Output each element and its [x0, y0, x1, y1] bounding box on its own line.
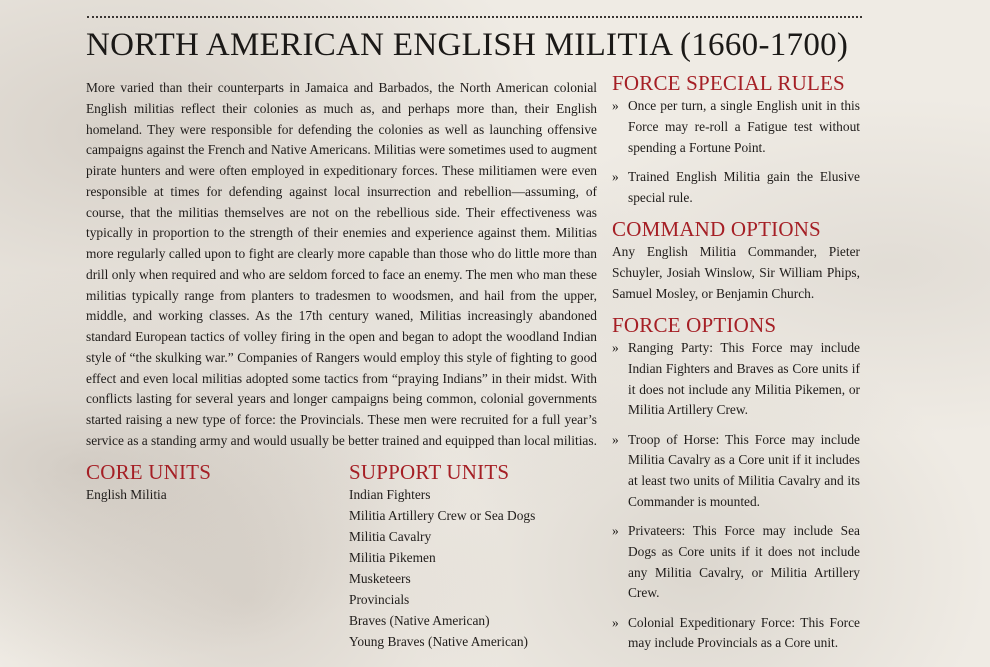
- list-item: [612, 167, 860, 209]
- dotted-divider: [87, 16, 862, 18]
- rule-text: Once per turn, a single English unit in this Force may re-roll a Fatigue test without spending a Fortune Point.: [628, 98, 860, 155]
- intro-paragraph: More varied than their counterparts in Jamaica and Barbados, the North American colonial English militias reflect their colonies as much as, and perhaps more than, their English homeland. They were responsible for defending the colonies as well as launching offensive campaigns against the French and Native Americans. Militias were sometimes used to augment pirate hunters and were often employed in expeditionary forces. These militiamen were even responsible at times for defending against local insurrection and rebellion—assuming, of course, that the militias themselves are not on the rebellious side. Their effectiveness was typically in proportion to the strength of their enemies and experience against them. Militias more regularly called upon to fight are clearly more capable than those who do little more than drill only when required and who are seldom forced to face an enemy. The men who man these militias typically range from planters to tradesmen to woodsmen, and hail from the upper, middle, and working classes. As the 17th century waned, Militias increasingly abandoned standard European tactics of volley firing in the open and began to adopt the woodland Indian style of “the skulking war.” Companies of Rangers would employ this style of fighting to good effect and even local militias adopted some tactics from “praying Indians” in their midst. With conflicts lasting for several years and longer campaigns being common, colonial governments started raising a new type of force: the Provincials. These men were recruited for a full year’s service as a standing army and would usually be better trained and equipped than local militias.: [86, 80, 597, 448]
- list-item: Militia Cavalry: [349, 529, 432, 544]
- bullet-glyph: »: [612, 340, 619, 355]
- option-text: Privateers: This Force may include Sea Dogs as Core units if it does not include any Militia Cavalry, or Militia Artillery Crew.: [628, 523, 860, 601]
- core-units-list: [86, 484, 326, 505]
- force-options-list: [612, 338, 860, 663]
- page-title: NORTH AMERICAN ENGLISH MILITIA (1660-1700): [86, 27, 849, 63]
- list-item: Provincials: [349, 592, 410, 607]
- bullet-glyph: »: [612, 523, 619, 538]
- list-item: English Militia: [86, 487, 167, 502]
- list-item: Indian Fighters: [349, 487, 431, 502]
- list-item: [612, 613, 860, 655]
- core-units-heading: CORE UNITS: [86, 460, 212, 484]
- bullet-glyph: »: [612, 431, 619, 447]
- force-options-heading: FORCE OPTIONS: [612, 313, 777, 337]
- support-units-heading: SUPPORT UNITS: [349, 460, 510, 484]
- bullet-glyph: »: [612, 614, 619, 630]
- list-item: Militia Artillery Crew or Sea Dogs: [349, 508, 536, 523]
- list-item: Musketeers: [349, 571, 411, 586]
- command-options-text: Any English Militia Commander, Pieter Schuyler, Josiah Winslow, Sir William Phips, Samuel Mosley, or Benjamin Church.: [612, 244, 860, 301]
- bullet-glyph: »: [612, 168, 619, 184]
- list-item: Braves (Native American): [349, 613, 490, 628]
- command-options-heading: COMMAND OPTIONS: [612, 217, 821, 241]
- list-item: Young Braves (Native American): [349, 634, 529, 649]
- list-item: [612, 338, 860, 421]
- list-item: [612, 430, 860, 513]
- support-units-list: [349, 484, 599, 652]
- bullet-glyph: »: [612, 98, 619, 113]
- option-text: Troop of Horse: This Force may include Militia Cavalry as a Core unit if it includes at least two units of Militia Cavalry and its Commander is mounted.: [628, 431, 860, 509]
- list-item: Militia Pikemen: [349, 550, 436, 565]
- list-item: [612, 96, 860, 158]
- force-special-rules-heading: FORCE SPECIAL RULES: [612, 71, 845, 95]
- rule-text: Trained English Militia gain the Elusive special rule.: [628, 168, 860, 205]
- option-text: Colonial Expeditionary Force: This Force may include Provincials as a Core unit.: [628, 614, 860, 651]
- force-special-rules-list: [612, 96, 860, 217]
- list-item: [612, 521, 860, 604]
- option-text: Ranging Party: This Force may include Indian Fighters and Braves as Core units if it does not include any Militia Pikemen, or Militia Artillery Crew.: [628, 340, 860, 418]
